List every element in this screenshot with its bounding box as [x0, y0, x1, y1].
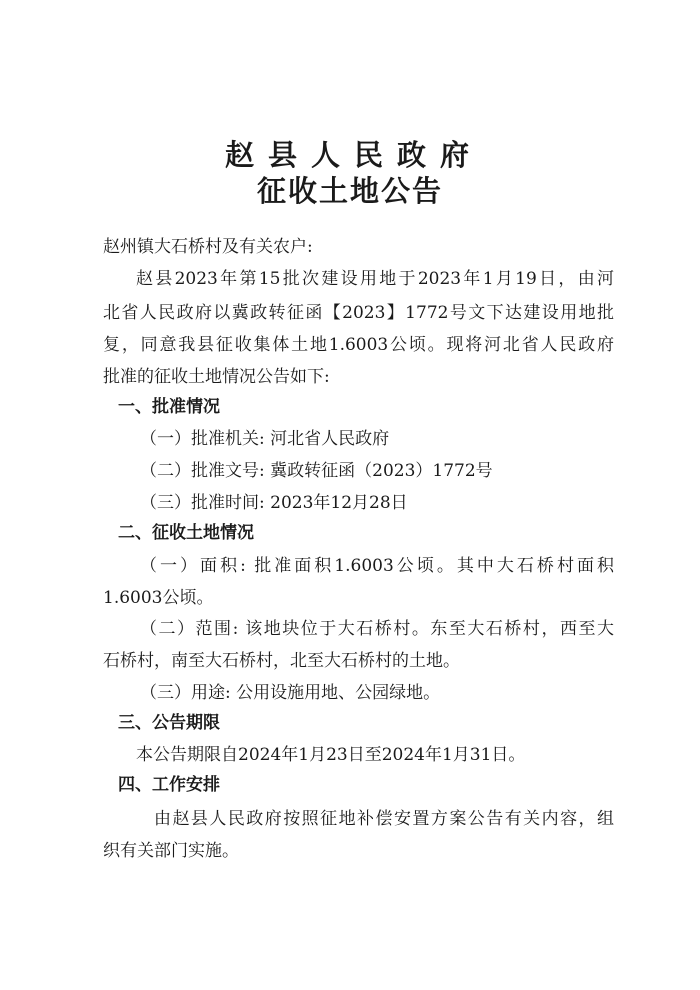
salutation: 赵州镇大石桥村及有关农户: [103, 237, 313, 257]
work-arrangement-line-1: 由赵县人民政府按照征地补偿安置方案公告有关内容，组 [154, 809, 614, 829]
intro-line-4: 批准的征收土地情况公告如下: [103, 367, 330, 387]
work-arrangement-line-2: 织有关部门实施。 [103, 841, 239, 861]
announcement-period: 本公告期限自2024年1月23日至2024年1月31日。 [136, 745, 526, 765]
approval-date: （三）批准时间: 2023年12月28日 [140, 493, 408, 513]
land-usage: （三）用途: 公用设施用地、公园绿地。 [140, 683, 441, 703]
section-1-heading: 一、批准情况 [118, 397, 220, 417]
area-line-1: （一）面积: 批准面积1.6003公顷。其中大石桥村面积 [140, 556, 614, 576]
area-line-2: 1.6003公顷。 [103, 588, 214, 608]
intro-line-1: 赵县2023年第15批次建设用地于2023年1月19日，由河 [136, 269, 614, 289]
section-2-heading: 二、征收土地情况 [118, 523, 254, 543]
section-3-heading: 三、公告期限 [118, 713, 220, 733]
scope-line-1: （二）范围: 该地块位于大石桥村。东至大石桥村，西至大 [140, 619, 614, 639]
intro-line-3: 复，同意我县征收集体土地1.6003公顷。现将河北省人民政府 [103, 335, 614, 355]
intro-line-2: 北省人民政府以冀政转征函【2023】1772号文下达建设用地批 [103, 303, 614, 323]
section-4-heading: 四、工作安排 [118, 775, 220, 795]
scope-line-2: 石桥村，南至大石桥村，北至大石桥村的土地。 [103, 651, 460, 671]
issuer-title: 赵县人民政府 [224, 138, 483, 172]
approval-authority: （一）批准机关: 河北省人民政府 [140, 429, 390, 449]
announcement-title: 征收土地公告 [256, 174, 443, 208]
approval-document-number: （二）批准文号: 冀政转征函（2023）1772号 [140, 461, 493, 481]
